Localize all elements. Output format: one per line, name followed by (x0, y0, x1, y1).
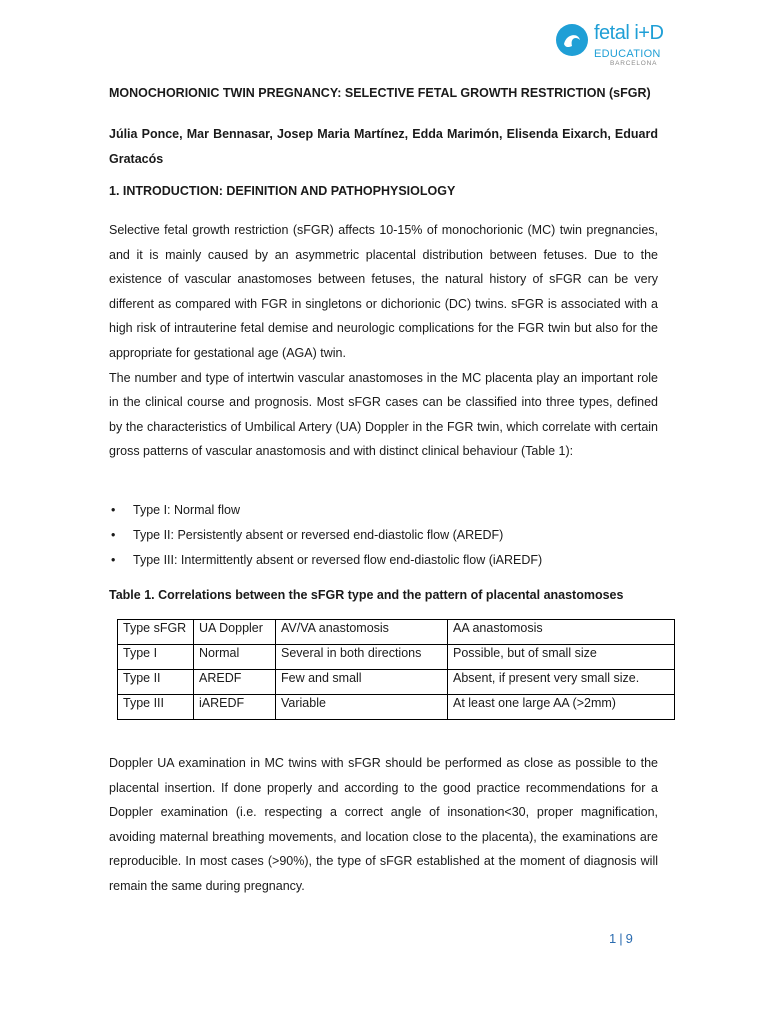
table-cell: iAREDF (194, 695, 276, 720)
fetal-id-logo (554, 22, 664, 70)
sfgr-types-list (109, 500, 542, 575)
logo-swirl-icon (554, 22, 590, 58)
table-cell: Absent, if present very small size. (448, 670, 675, 695)
table-row (118, 645, 675, 670)
table-cell: Possible, but of small size (448, 645, 675, 670)
page-current: 1 (609, 931, 617, 946)
logo-brand-text: fetal i+D (594, 22, 664, 44)
table-row (118, 670, 675, 695)
table-header-cell: AA anastomosis (448, 620, 675, 645)
table-cell: Type II (118, 670, 194, 695)
table-cell: Type I (118, 645, 194, 670)
table-cell: At least one large AA (>2mm) (448, 695, 675, 720)
table-header-cell: AV/VA anastomosis (276, 620, 448, 645)
page-number (609, 931, 633, 946)
table-header-row (118, 620, 675, 645)
page-separator: | (619, 931, 623, 946)
table-cell: Type III (118, 695, 194, 720)
list-item-text: Type I: Normal flow (133, 503, 240, 517)
list-item (109, 500, 542, 525)
doppler-paragraph: Doppler UA examination in MC twins with sFGR should be performed as close as possible to the placental insertion. If done properly and according to the good practice recommendations for a Doppler examination (i.e. respecting a correct angle of insonation<30, proper magnification, avoiding maternal breathing movements, and location close to the placenta), the examinations are reproducible. In most cases (>90%), the type of sFGR established at the moment of diagnosis will remain the same during pregnancy. (109, 756, 658, 893)
table-caption: Table 1. Correlations between the sFGR type and the pattern of placental anastomoses (109, 588, 624, 602)
intro-paragraph-1: Selective fetal growth restriction (sFGR) affects 10-15% of monochorionic (MC) twin pregnancies, and it is mainly caused by an asymmetric placental distribution between fetuses. Due to the existence of vascular anastomoses between fetuses, the natural history of sFGR can be very different as compared with FGR in singletons or dichorionic (DC) twins. sFGR is associated with a high risk of intrauterine fetal demise and neurologic complications for the FGR twin but also for the appropriate for gestational age (AGA) twin. (109, 223, 658, 360)
table-cell: Variable (276, 695, 448, 720)
bullet-icon: • (111, 553, 116, 567)
intro-paragraph-2: The number and type of intertwin vascular anastomoses in the MC placenta play an important role in the clinical course and prognosis. Most sFGR cases can be classified into three types, defined by the characteristics of Umbilical Artery (UA) Doppler in the FGR twin, which correlate with certain gross patterns of vascular anastomosis and with distinct clinical behaviour (Table 1): (109, 370, 658, 459)
logo-city-text: BARCELONA (610, 60, 658, 67)
page-total: 9 (625, 931, 633, 946)
table-cell: Normal (194, 645, 276, 670)
list-item (109, 525, 542, 550)
bullet-icon: • (111, 528, 116, 542)
section-heading: 1. INTRODUCTION: DEFINITION AND PATHOPHYSIOLOGY (109, 184, 456, 198)
list-item-text: Type II: Persistently absent or reversed end-diastolic flow (AREDF) (133, 528, 504, 542)
table-row (118, 695, 675, 720)
table-header-cell: UA Doppler (194, 620, 276, 645)
correlation-table (117, 619, 675, 720)
table-cell: AREDF (194, 670, 276, 695)
list-item (109, 550, 542, 575)
list-item-text: Type III: Intermittently absent or reversed flow end-diastolic flow (iAREDF) (133, 553, 543, 567)
authors-line: Júlia Ponce, Mar Bennasar, Josep Maria Martínez, Edda Marimón, Elisenda Eixarch, Eduard Gratacós (109, 127, 658, 166)
table-header-cell: Type sFGR (118, 620, 194, 645)
table-cell: Several in both directions (276, 645, 448, 670)
intro-body (109, 218, 658, 464)
table-cell: Few and small (276, 670, 448, 695)
bullet-icon: • (111, 503, 116, 517)
logo-education-text: EDUCATION (594, 48, 661, 60)
document-title: MONOCHORIONIC TWIN PREGNANCY: SELECTIVE FETAL GROWTH RESTRICTION (sFGR) (109, 86, 651, 100)
